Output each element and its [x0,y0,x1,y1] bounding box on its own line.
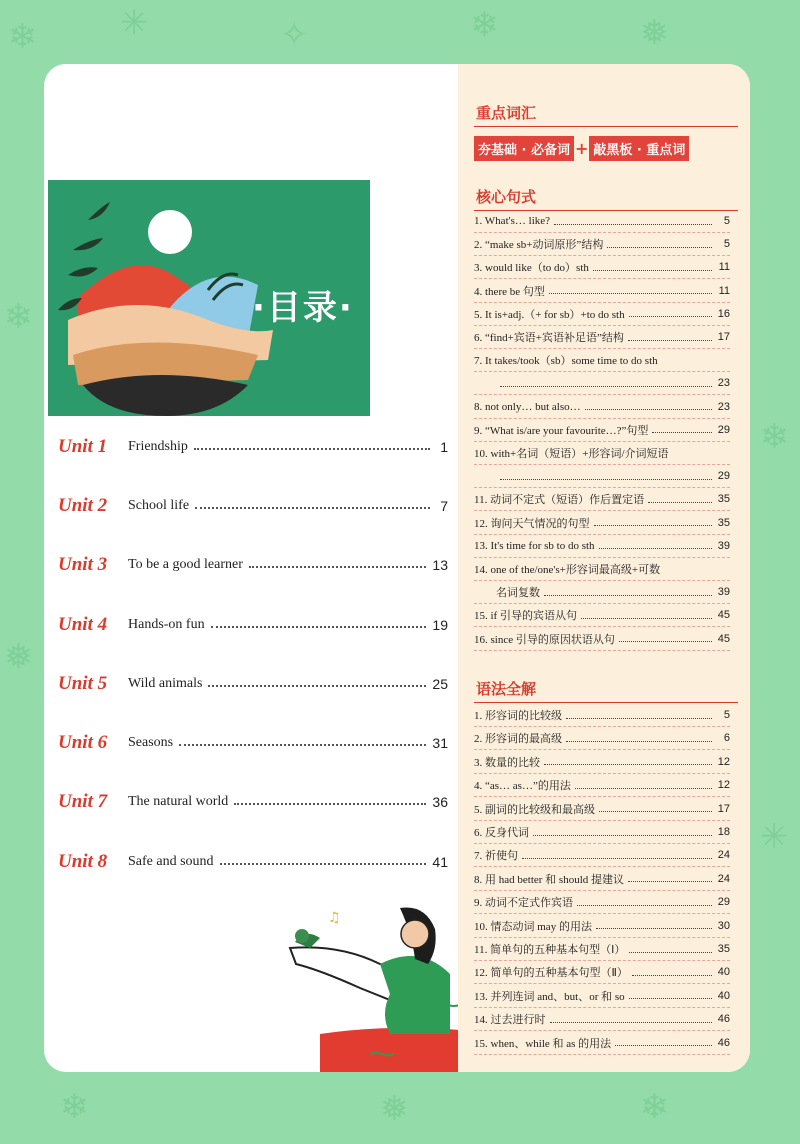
leader-dots [208,685,426,687]
toc-item-page: 45 [717,609,730,622]
leader-dots [599,548,712,549]
snowflake-icon: ❅ [4,637,33,677]
unit-title: To be a good learner [128,557,243,572]
toc-item-page: 11 [718,261,730,274]
unit-title: The natural world [128,794,229,809]
toc-item[interactable] [474,751,730,774]
unit-title: Safe and sound [128,854,214,869]
toc-item-page: 12 [717,755,730,768]
toc-page [44,64,750,1072]
toc-item-page: 29 [717,896,730,909]
toc-item[interactable] [474,372,730,395]
toc-item[interactable] [474,1032,730,1055]
toc-item-page: 24 [717,849,730,862]
toc-item-page: 5 [723,215,730,227]
snowflake-icon: ❄ [760,417,789,457]
toc-item-page: 40 [717,989,730,1002]
leader-dots [234,803,426,805]
unit-label: Unit 1 [58,436,108,457]
leader-dots [619,641,712,642]
leader-dots [566,718,712,719]
unit-title: Friendship [128,439,188,454]
toc-item-page: 29 [717,423,730,436]
toc-item[interactable] [474,704,730,727]
leader-dots [596,928,712,929]
leader-dots [629,952,712,953]
toc-item[interactable] [474,256,730,279]
unit-title: School life [128,498,190,513]
toc-item-text: 8. 用 had better 和 should 提建议 [474,873,625,886]
unit-label: Unit 6 [58,732,108,753]
toc-item-text: 7. It takes/took（sb）some time to do sth [474,355,658,368]
toc-item[interactable] [474,535,730,558]
snowflake-icon: ✳ [760,817,789,857]
toc-item[interactable] [474,938,730,961]
toc-item-text: 4. there be 句型 [474,285,545,298]
unit-label: Unit 7 [58,791,108,812]
leader-dots [195,507,430,509]
leader-dots [648,502,712,503]
unit-row[interactable] [58,430,448,464]
leader-dots [652,432,712,433]
toc-item[interactable] [474,774,730,797]
toc-item-text: 3. would like（to do）sth [474,262,589,275]
snowflake-icon: ❄ [60,1087,89,1127]
toc-item[interactable] [474,488,730,511]
toc-item-text: 11. 动词不定式（短语）作后置定语 [474,494,645,507]
toc-item[interactable] [474,326,730,349]
toc-item-page: 39 [717,586,730,599]
leader-dots [628,340,712,341]
toc-item-text: 1. What's… like? [474,215,551,227]
toc-item[interactable] [474,349,730,372]
leader-dots [550,1022,713,1023]
unit-row[interactable] [58,489,448,523]
toc-item-text: 15. if 引导的宾语从句 [474,610,577,623]
snowflake-icon: ❄ [4,297,33,337]
toc-item-page: 24 [717,872,730,885]
toc-item-page: 35 [717,943,730,955]
snowflake-icon: ❅ [380,1089,409,1129]
unit-row[interactable] [58,667,448,701]
toc-item-text: 10. with+名词（短语）+形容词/介词短语 [474,448,669,460]
unit-row[interactable] [58,726,448,760]
right-column [458,64,750,1072]
unit-page: 36 [432,794,448,810]
toc-item[interactable] [474,915,730,938]
toc-item-page: 12 [717,779,730,792]
section-title-sentences: 核心句式 [476,188,537,206]
toc-item[interactable] [474,961,730,984]
toc-item-text: 12. 简单句的五种基本句型（Ⅱ） [474,967,628,980]
leader-dots [629,316,712,317]
toc-item[interactable] [474,628,730,651]
toc-item[interactable] [474,465,730,488]
toc-item-text: 2. “make sb+动词原形”结构 [474,239,604,252]
vocab-chip-key[interactable]: 敲黑板 · 重点词 [589,136,689,161]
leader-dots [577,905,712,906]
leader-dots [549,293,712,294]
leader-dots [500,479,712,480]
toc-item-page: 18 [717,826,730,838]
toc-item-text: 1. 形容词的比较级 [474,710,562,722]
snowflake-icon: ❄ [8,17,37,57]
toc-item-text: 12. 询问天气情况的句型 [474,517,590,530]
toc-item-text: 6. 反身代词 [474,827,529,839]
leader-dots [575,788,712,789]
toc-item-text: 4. “as… as…”的用法 [474,780,571,793]
toc-item-text: 7. 祈使句 [474,850,518,863]
toc-item-text: 14. 过去进行时 [474,1014,546,1027]
toc-item-page: 35 [717,493,730,506]
toc-item-text: 16. since 引导的原因状语从句 [474,633,615,646]
toc-item-page: 46 [717,1013,730,1026]
snowflake-icon: ✳ [120,3,149,43]
toc-item[interactable] [474,821,730,844]
unit-page: 25 [432,676,448,692]
section-divider [474,702,738,703]
vocab-chip-basic[interactable]: 夯基础 · 必备词 [474,136,574,161]
toc-item[interactable] [474,985,730,1008]
vocab-chips [474,136,689,161]
toc-item-page: 16 [717,307,730,320]
unit-label: Unit 5 [58,673,108,694]
toc-item[interactable] [474,303,730,326]
toc-item-page: 35 [717,516,730,529]
unit-row[interactable] [58,785,448,819]
leader-dots [220,863,427,865]
unit-label: Unit 3 [58,554,108,575]
leader-dots [211,626,427,628]
toc-item-page: 23 [717,377,730,390]
unit-title: Hands-on fun [128,617,205,632]
toc-item-page: 39 [717,539,730,552]
toc-item[interactable] [474,280,730,303]
leader-dots [566,741,712,742]
leader-dots [581,618,712,619]
leader-dots [607,247,712,248]
leader-dots [629,998,712,999]
leader-dots [593,270,712,271]
unit-row[interactable] [58,608,448,642]
toc-item[interactable] [474,396,730,419]
leader-dots [628,881,712,882]
toc-item-text: 15. when、while 和 as 的用法 [474,1037,612,1050]
toc-item-text: 5. It is+adj.（+ for sb）+to do sth [474,308,625,321]
unit-label: Unit 8 [58,851,108,872]
toc-item[interactable] [474,233,730,256]
toc-item[interactable] [474,210,730,233]
toc-item[interactable] [474,727,730,750]
leader-dots [544,764,712,765]
toc-item-page: 46 [717,1036,730,1049]
leader-dots [554,224,712,225]
leader-dots [585,409,712,410]
toc-item-text: 10. 情态动词 may 的用法 [474,920,592,933]
section-divider [474,126,738,127]
toc-item[interactable] [474,891,730,914]
unit-title: Wild animals [128,676,203,691]
section-title-vocab: 重点词汇 [476,104,537,122]
leader-dots [533,835,712,836]
leader-dots [522,858,712,859]
svg-text:♫: ♫ [328,910,341,926]
leader-dots [594,525,713,526]
unit-page: 19 [432,617,448,633]
unit-page: 13 [432,557,448,573]
toc-item-text: 9. “What is/are your favourite…?”句型 [474,424,649,437]
toc-item[interactable] [474,581,730,604]
unit-row[interactable] [58,845,448,879]
toc-item[interactable] [474,868,730,891]
toc-item[interactable] [474,558,730,581]
toc-item-page: 17 [717,331,730,343]
leader-dots [179,744,426,746]
toc-item[interactable] [474,844,730,867]
toc-item-text: 13. 并列连词 and、but、or 和 so [474,990,625,1003]
toc-item[interactable] [474,604,730,627]
leader-dots [632,975,712,976]
toc-item-text: 名词复数 [496,587,540,600]
toc-item[interactable] [474,512,730,535]
unit-label: Unit 2 [58,495,108,516]
unit-page: 7 [440,498,448,514]
person-with-bird-illustration [250,904,460,1072]
toc-item-text: 2. 形容词的最高级 [474,733,562,746]
toc-item-page: 5 [723,238,730,251]
unit-page: 31 [432,735,448,751]
unit-title: Seasons [128,735,174,750]
leader-dots [194,448,430,450]
toc-item-page: 29 [717,470,730,483]
toc-item-page: 45 [717,632,730,645]
toc-item-text: 8. not only… but also… [474,400,581,413]
toc-item-text: 9. 动词不定式作宾语 [474,897,573,910]
toc-item[interactable] [474,419,730,442]
toc-item-page: 30 [717,919,730,932]
unit-row[interactable] [58,548,448,582]
tree-icon: ✧ [280,15,309,55]
leader-dots [599,811,712,812]
snowflake-icon: ❄ [470,5,499,45]
toc-item-page: 17 [717,802,730,815]
cover-illustration [48,180,370,416]
snowflake-icon: ❄ [640,1087,669,1127]
toc-item-page: 5 [723,709,730,721]
toc-title: ·目录· [252,288,354,328]
toc-item-text: 14. one of the/one's+形容词最高级+可数 [474,564,661,576]
toc-item-text: 5. 副词的比较级和最高级 [474,803,595,816]
toc-item[interactable] [474,798,730,821]
plus-icon: + [575,139,589,158]
leader-dots [615,1045,712,1046]
unit-label: Unit 4 [58,614,108,635]
toc-item-page: 11 [718,284,730,297]
toc-item-page: 40 [717,966,730,979]
toc-item-text: 3. 数量的比较 [474,756,540,769]
toc-item-text: 13. It's time for sb to do sth [474,539,595,552]
toc-item-text: 11. 简单句的五种基本句型（Ⅰ） [474,944,626,956]
unit-page: 1 [440,439,448,455]
unit-page: 41 [432,854,448,870]
leader-dots [249,566,427,568]
section-title-grammar: 语法全解 [476,680,537,698]
toc-item-page: 6 [723,732,730,745]
toc-item[interactable] [474,1008,730,1031]
leader-dots [500,386,712,387]
leader-dots [544,595,712,596]
toc-item-page: 23 [717,400,730,413]
toc-item-text: 6. “find+宾语+宾语补足语”结构 [474,332,624,344]
snowflake-icon: ❅ [640,13,669,53]
toc-item[interactable] [474,442,730,465]
